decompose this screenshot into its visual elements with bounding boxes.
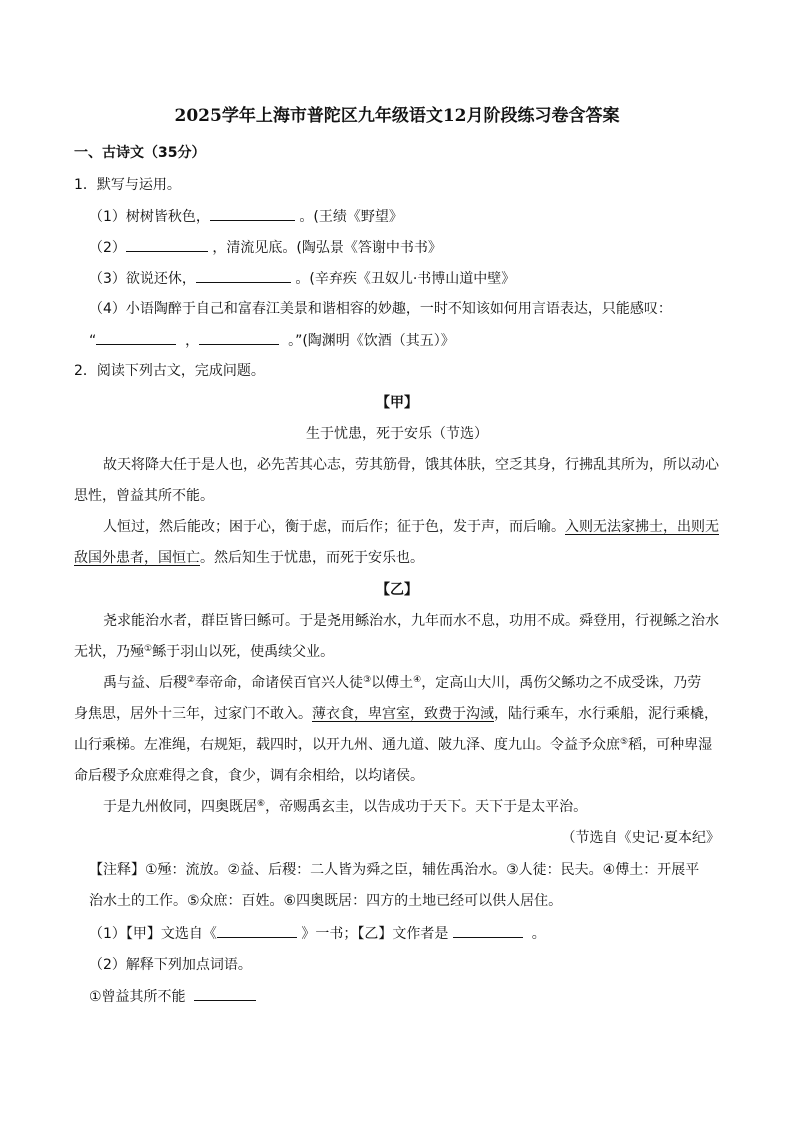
footnote-marker: ③ — [363, 675, 372, 685]
jia-para2-line1: 人恒过，然后能改；困于心，衡于虑，而后作；征于色，发于声，而后喻。入则无法家拂士，出则无 — [103, 519, 719, 535]
underlined-sentence: 入则无法家拂士，出则无 — [565, 519, 719, 535]
answer-blank[interactable] — [453, 923, 523, 938]
annotation-line2: 治水土的工作。⑤众庶：百姓。⑥四奥既居：四方的土地已经可以供人居住。 — [89, 893, 563, 909]
yi-para2-line2: 身焦思，居外十三年，过家门不敢入。薄衣食，卑宫室，致费于沟淢，陆行乘车，水行乘船，泥行乘橇， — [74, 706, 718, 722]
q2-sub2: （2）解释下列加点词语。 — [89, 957, 252, 973]
passage-jia-title: 生于忧患，死于安乐（节选） — [306, 426, 488, 442]
footnote-marker: ④ — [413, 675, 422, 685]
q2-sub2-item1: ①曾益其所不能 — [89, 986, 256, 1007]
footnote-marker: ② — [187, 675, 196, 685]
answer-blank[interactable] — [210, 206, 295, 221]
yi-para2-line3: 山行乘梯。左准绳，右规矩，载四时，以开九州、通九道、陂九泽、度九山。令益予众庶⑤稻，可种卑湿 — [74, 737, 713, 753]
footnote-marker: ⑤ — [620, 737, 629, 747]
underlined-sentence: 薄衣食，卑宫室，致费于沟淢 — [312, 706, 494, 722]
yi-para1-line2: 无状，乃殛①鲧于羽山以死，使禹续父业。 — [74, 644, 335, 660]
q1-part3: （3）欲说还休， 。(辛弃疾《丑奴儿·书博山道中壁》 — [89, 268, 515, 289]
answer-blank[interactable] — [96, 330, 176, 345]
source-citation: （节选自《史记·夏本纪》 — [561, 830, 720, 846]
answer-blank[interactable] — [199, 330, 279, 345]
passage-jia-label: 【甲】 — [376, 395, 418, 411]
yi-para2-line1: 禹与益、后稷②奉帝命，命诸侯百官兴人徒③以傅土④，定高山大川，禹伤父鲧功之不成受诛，乃劳 — [103, 675, 702, 691]
question-1-label: 1．默写与运用。 — [74, 177, 181, 193]
jia-para1-line1: 故天将降大任于是人也，必先苦其心志，劳其筋骨，饿其体肤，空乏其身，行拂乱其所为，所以动心 — [103, 457, 719, 473]
yi-para3: 于是九州攸同，四奥既居⑥，帝赐禹玄圭，以告成功于天下。天下于是太平治。 — [103, 799, 588, 815]
answer-blank[interactable] — [217, 923, 297, 938]
footnote-marker: ⑥ — [257, 799, 266, 809]
answer-blank[interactable] — [196, 268, 291, 283]
jia-para2-line2: 敌国外患者，国恒亡。然后知生于忧患，而死于安乐也。 — [74, 550, 424, 566]
section-heading: 一、古诗文（35分） — [74, 145, 206, 161]
q1-part1: （1）树树皆秋色， 。(王绩《野望》 — [89, 206, 403, 227]
q2-sub1: （1）【甲】文选自《 》一书；【乙】文作者是 。 — [89, 923, 546, 944]
question-2-label: 2．阅读下列古文，完成问题。 — [74, 363, 265, 379]
answer-blank[interactable] — [126, 237, 208, 252]
q1-part4-line2: “ ， 。”(陶渊明《饮酒（其五）》 — [89, 330, 455, 351]
yi-para2-line4: 命后稷予众庶难得之食，食少，调有余相给，以均诸侯。 — [74, 768, 424, 784]
passage-yi-label: 【乙】 — [376, 582, 418, 598]
answer-blank[interactable] — [194, 986, 256, 1001]
q1-part4-line1: （4）小语陶醉于自己和富春江美景和谐相容的妙趣，一时不知该如何用言语表达，只能感叹： — [89, 301, 672, 317]
jia-para1-line2: 思性，曾益其所不能。 — [74, 488, 214, 504]
page-title: 2025学年上海市普陀区九年级语文12月阶段练习卷含答案 — [174, 106, 620, 126]
underlined-sentence: 敌国外患者，国恒亡 — [74, 550, 200, 566]
footnote-marker: ① — [144, 644, 153, 654]
yi-para1-line1: 尧求能治水者，群臣皆曰鲧可。于是尧用鲧治水，九年而水不息，功用不成。舜登用，行视鲧之治水 — [103, 613, 719, 629]
q1-part2: （2） ，清流见底。(陶弘景《答谢中书书》 — [89, 237, 442, 258]
annotation-line1: 【注释】①殛：流放。②益、后稷：二人皆为舜之臣，辅佐禹治水。③人徒：民夫。④傅土：开展平 — [89, 862, 700, 878]
